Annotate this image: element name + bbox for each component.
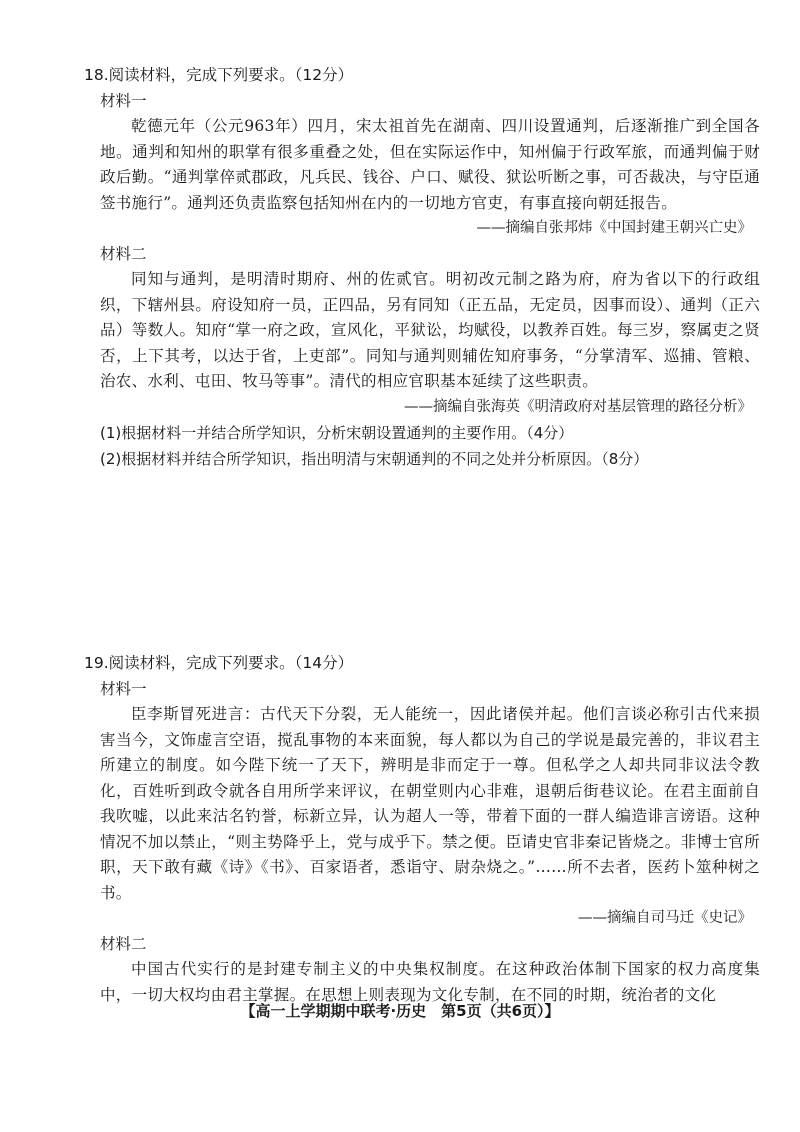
q19-material-1-source: ——摘编自司马迁《史记》 xyxy=(578,910,752,926)
question-19 xyxy=(84,650,760,1008)
question-19-heading: 19.阅读材料，完成下列要求。（14分） xyxy=(84,654,354,672)
q18-material-2-text: 同知与通判，是明清时期府、州的佐贰官。明初改元制之路为府，府为省以下的行政组织，下辖州县。府设知府一员，正四品，另有同知（正五品，无定员，因事而设）、通判（正六品）等数人。知府“掌一府之政，宣风化，平狱讼，均赋役，以教养百姓。每三岁，察属吏之贤否，上下其考，以达于省，上吏部”。同知与通判则辅佐知府事务，“分掌清军、巡捕、管粮、治农、水利、屯田、牧马等事”。清代的相应官职基本延续了这些职责。 xyxy=(100,270,760,390)
q19-material-2-title: 材料二 xyxy=(100,935,147,953)
q18-material-1-source: ——摘编自张邦炜《中国封建王朝兴亡史》 xyxy=(476,220,752,236)
question-18-heading: 18.阅读材料，完成下列要求。（12分） xyxy=(84,66,354,84)
page-footer: 【高一上学期期中联考·历史 第5页（共6页）】 xyxy=(240,1002,560,1020)
q18-material-2-source: ——摘编自张海英《明清政府对基层管理的路径分析》 xyxy=(404,398,752,415)
q18-material-1-text: 乾德元年（公元963年）四月，宋太祖首先在湖南、四川设置通判，后逐渐推广到全国各地。通判和知州的职掌有很多重叠之处，但在实际运作中，知州偏于行政军旅，而通判偏于财政后勤。“通判掌倅贰郡政，凡兵民、钱谷、户口、赋役、狱讼听断之事，可否裁决，与守臣通签书施行”。通判还负责监察包括知州在内的一切地方官吏，有事直接向朝廷报告。 xyxy=(100,117,760,212)
q19-material-2-text: 中国古代实行的是封建专制主义的中央集权制度。在这种政治体制下国家的权力高度集中，一切大权均由君主掌握。在思想上则表现为文化专制，在不同的时期，统治者的文化 xyxy=(100,960,760,1004)
q18-material-2-title: 材料二 xyxy=(100,245,147,263)
q18-material-1-title: 材料一 xyxy=(100,92,147,110)
q18-subquestion-2: (2)根据材料并结合所学知识，指出明清与宋朝通判的不同之处并分析原因。（8分） xyxy=(100,449,649,468)
q19-material-1-text: 臣李斯冒死进言：古代天下分裂，无人能统一，因此诸侯并起。他们言谈必称引古代来损害当今，文饰虚言空语，搅乱事物的本来面貌，每人都以为自己的学说是最完善的，非议君主所建立的制度。如今陛下统一了天下，辨明是非而定于一尊。但私学之人却共同非议法令教化，百姓听到政令就各自用所学来评议，在朝堂则内心非难，退朝后街巷议论。在君主面前自我吹嘘，以此来沽名钓誉，标新立异，认为超人一等，带着下面的一群人编造诽言谤语。这种情况不加以禁止，“则主势降乎上，党与成乎下。禁之便。臣请史官非秦记皆烧之。非博士官所职，天下敢有藏《诗》《书》、百家语者，悉诣守、尉杂烧之。”……所不去者，医药卜筮种树之书。 xyxy=(100,705,760,902)
question-18 xyxy=(84,62,760,472)
q19-material-1-title: 材料一 xyxy=(100,680,147,698)
q18-subquestion-1: (1)根据材料一并结合所学知识，分析宋朝设置通判的主要作用。（4分） xyxy=(100,423,574,442)
